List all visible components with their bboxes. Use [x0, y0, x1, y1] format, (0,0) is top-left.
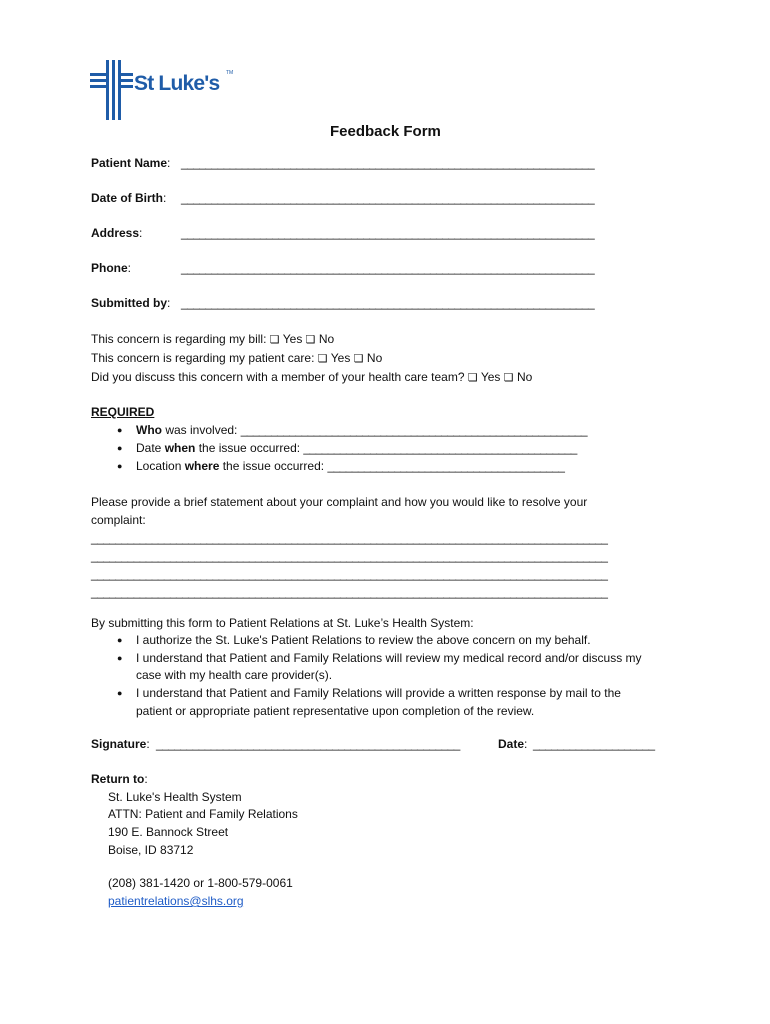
required-heading: REQUIRED [91, 405, 155, 419]
st-lukes-logo [88, 58, 238, 122]
signature-label: Signature [91, 737, 147, 751]
who-field[interactable]: _________________________________________________________ [240, 423, 587, 437]
cross-logo-icon [88, 58, 238, 122]
yes-checkbox[interactable]: ❏ [467, 371, 478, 384]
date-of-birth-label: Date of Birth [91, 191, 163, 205]
date-of-birth-field[interactable]: ____________________________________________________________________ [181, 191, 595, 205]
when-field[interactable]: _____________________________________________ [303, 441, 577, 455]
required-item-when: Date when the issue occurred: _____________________________________________ [136, 441, 577, 455]
bullet-icon: ● [117, 425, 123, 435]
signature-field[interactable]: __________________________________________________ [156, 737, 460, 751]
address-line: St. Luke's Health System [108, 790, 242, 804]
logo-text: St Luke's [134, 72, 220, 95]
return-to-label: Return to [91, 772, 145, 786]
bullet-icon: ● [117, 443, 123, 453]
page-title: Feedback Form [330, 123, 441, 140]
submitted-by-row: Submitted by: [91, 296, 171, 310]
no-checkbox[interactable]: ❏ [305, 333, 316, 346]
statement-line[interactable]: _____________________________________________________________________________________ [91, 549, 608, 563]
address-line: Boise, ID 83712 [108, 843, 194, 857]
address-row: Address: [91, 226, 143, 240]
statement-prompt-cont: complaint: [91, 513, 146, 527]
bullet-icon: ● [117, 461, 123, 471]
statement-line[interactable]: _____________________________________________________________________________________ [91, 585, 608, 599]
bullet-icon: ● [117, 653, 123, 663]
statement-line[interactable]: _____________________________________________________________________________________ [91, 567, 608, 581]
date-field[interactable]: ____________________ [533, 737, 655, 751]
date-row: Date: [498, 737, 528, 751]
statement-prompt: Please provide a brief statement about your complaint and how you would like to resolve your [91, 495, 588, 509]
address-line: ATTN: Patient and Family Relations [108, 807, 298, 821]
consent-item-cont: patient or appropriate patient representative upon completion of the review. [136, 704, 535, 718]
consent-item-cont: case with my health care provider(s). [136, 668, 333, 682]
date-label: Date [498, 737, 525, 751]
consent-item: I authorize the St. Luke's Patient Relations to review the above concern on my behalf. [136, 633, 591, 647]
phone-field[interactable]: ____________________________________________________________________ [181, 261, 595, 275]
consent-item: I understand that Patient and Family Relations will review my medical record and/or discuss my [136, 651, 642, 665]
submitted-by-field[interactable]: ____________________________________________________________________ [181, 296, 595, 310]
where-field[interactable]: _______________________________________ [327, 459, 565, 473]
patient-name-label: Patient Name [91, 156, 168, 170]
required-item-where: Location where the issue occurred: _______________________________________ [136, 459, 565, 473]
date-of-birth-row: Date of Birth: [91, 191, 167, 205]
contact-email-link[interactable]: patientrelations@slhs.org [108, 894, 244, 908]
contact-phone: (208) 381-1420 or 1-800-579-0061 [108, 876, 293, 890]
address-line: 190 E. Bannock Street [108, 825, 229, 839]
submitted-by-label: Submitted by [91, 296, 168, 310]
bullet-icon: ● [117, 635, 123, 645]
yes-checkbox[interactable]: ❏ [317, 352, 328, 365]
statement-line[interactable]: _____________________________________________________________________________________ [91, 531, 608, 545]
required-item-who: Who was involved: _________________________________________________________ [136, 423, 587, 437]
signature-row: Signature: [91, 737, 150, 751]
return-to-row: Return to: [91, 772, 148, 786]
question-discussed: Did you discuss this concern with a member of your health care team? ❏ Yes ❏ No [91, 370, 533, 384]
bullet-icon: ● [117, 688, 123, 698]
phone-row: Phone: [91, 261, 132, 275]
question-patient-care: This concern is regarding my patient care: ❏ Yes ❏ No [91, 351, 383, 365]
consent-intro: By submitting this form to Patient Relations at St. Luke’s Health System: [91, 616, 474, 630]
question-bill: This concern is regarding my bill: ❏ Yes ❏ No [91, 332, 335, 346]
address-label: Address [91, 226, 140, 240]
logo-trademark: TM [226, 70, 234, 76]
patient-name-row: Patient Name: [91, 156, 171, 170]
consent-item: I understand that Patient and Family Relations will provide a written response by mail to the [136, 686, 621, 700]
address-field[interactable]: ____________________________________________________________________ [181, 226, 595, 240]
patient-name-field[interactable]: ____________________________________________________________________ [181, 156, 595, 170]
no-checkbox[interactable]: ❏ [353, 352, 364, 365]
yes-checkbox[interactable]: ❏ [269, 333, 280, 346]
phone-label: Phone [91, 261, 128, 275]
no-checkbox[interactable]: ❏ [503, 371, 514, 384]
